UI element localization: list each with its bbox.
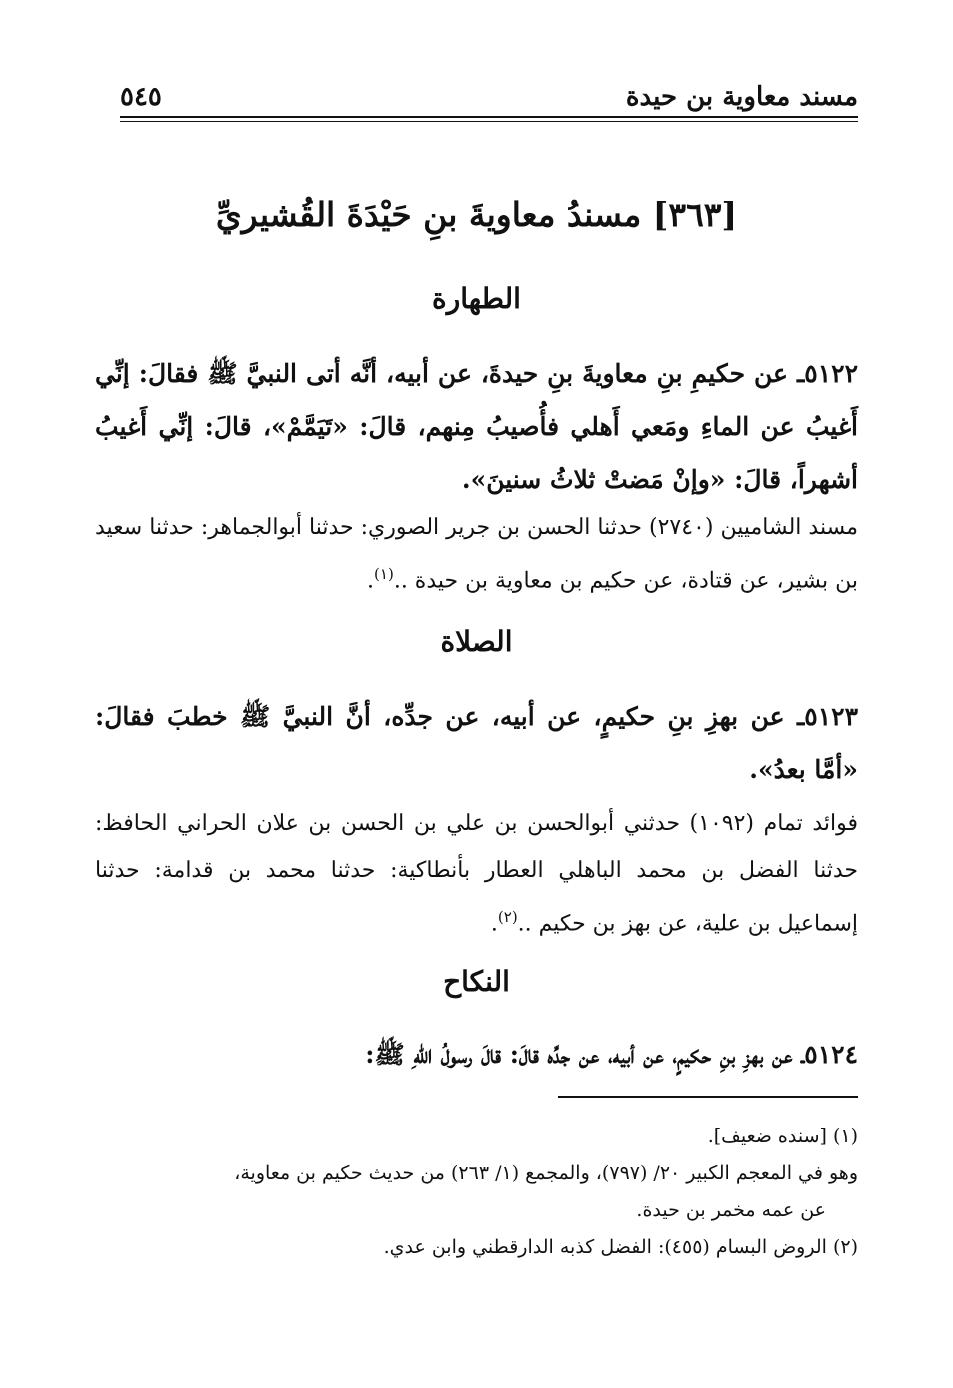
footnote-1-detail-cont: عن عمه مخمر بن حيدة. xyxy=(636,1199,826,1221)
subheading-purification: الطهارة xyxy=(432,282,521,315)
running-title: مسند معاوية بن حيدة xyxy=(625,82,858,112)
source-text: فوائد تمام (١٠٩٢) حدثني أبوالحسن بن علي بن الحسن بن علان الحراني الحافظ: حدثنا الفضل بن محمد الباهلي العطار بأنطاكية: حدثنا محمد بن قدامة: حدثنا إسماعيل بن علية، عن بهز بن حكيم .. xyxy=(95,811,858,937)
running-header xyxy=(120,80,858,114)
source-5122: مسند الشاميين (٢٧٤٠) حدثنا الحسن بن جرير الصوري: حدثنا أبوالجماهر: حدثنا سعيد بن بشير، عن قتادة، عن حكيم بن معاوية بن حيدة ..$^{(١)}$. xyxy=(95,515,859,594)
page-number: ٥٤٥ xyxy=(120,82,162,112)
section-title: [٣٦٣] مسندُ معاويةَ بنِ حَيْدَةَ القُشيريِّ xyxy=(215,195,738,234)
header-rule xyxy=(120,116,858,118)
subheading-marriage: النكاح xyxy=(443,965,510,998)
source-text: مسند الشاميين (٢٧٤٠) حدثنا الحسن بن جرير الصوري: حدثنا أبوالجماهر: حدثنا سعيد بن بشير، عن قتادة، عن حكيم بن معاوية بن حيدة .. xyxy=(95,515,859,594)
header-rule-thin xyxy=(120,121,858,122)
footnote-2: (٢) الروض البسام (٤٥٥): الفضل كذبه الدارقطني وابن عدي. xyxy=(383,1236,858,1258)
footnote-ref-2[interactable]: (٢) xyxy=(497,908,518,926)
subheading-prayer: الصلاة xyxy=(440,625,513,658)
footnote-1: (١) [سنده ضعيف]. xyxy=(707,1125,858,1147)
hadith-5122: ٥١٢٢ـ عن حكيمِ بنِ معاويةَ بنِ حيدةَ، عن أبيه، أنَّه أتى النبيَّ ﷺ فقالَ: إنِّي أَغيبُ عن الماءِ ومَعي أَهلي فأُصيبُ مِنهم، قالَ: «تَيَمَّمْ»، قالَ: إنِّي أَغيبُ أشهراً، قالَ: «وإنْ مَضتْ ثلاثُ سنينَ». xyxy=(95,359,858,494)
footnote-1-detail: وهو في المعجم الكبير ٢٠/ (٧٩٧)، والمجمع (١/ ٢٦٣) من حديث حكيم بن معاوية، xyxy=(234,1162,858,1184)
hadith-5123: ٥١٢٣ـ عن بهزِ بنِ حكيمٍ، عن أبيه، عن جدِّه، أنَّ النبيَّ ﷺ خطبَ فقالَ: «أمَّا بعدُ». xyxy=(95,702,858,784)
hadith-5124: ٥١٢٤ـ عن بهزِ بنِ حكيمٍ، عن أبيه، عن جدِّه قالَ: قالَ رسولُ اللهِ ﷺ: xyxy=(365,1040,858,1069)
footnote-rule xyxy=(558,1096,858,1098)
footnotes xyxy=(95,1118,858,1266)
footnote-ref-1[interactable]: (١) xyxy=(374,565,394,583)
source-5123: فوائد تمام (١٠٩٢) حدثني أبوالحسن بن علي بن الحسن بن علان الحراني الحافظ: حدثنا الفضل بن محمد الباهلي العطار بأنطاكية: حدثنا محمد بن قدامة: حدثنا إسماعيل بن علية، عن بهز بن حكيم ..$^{(٢)}$. xyxy=(95,811,858,937)
